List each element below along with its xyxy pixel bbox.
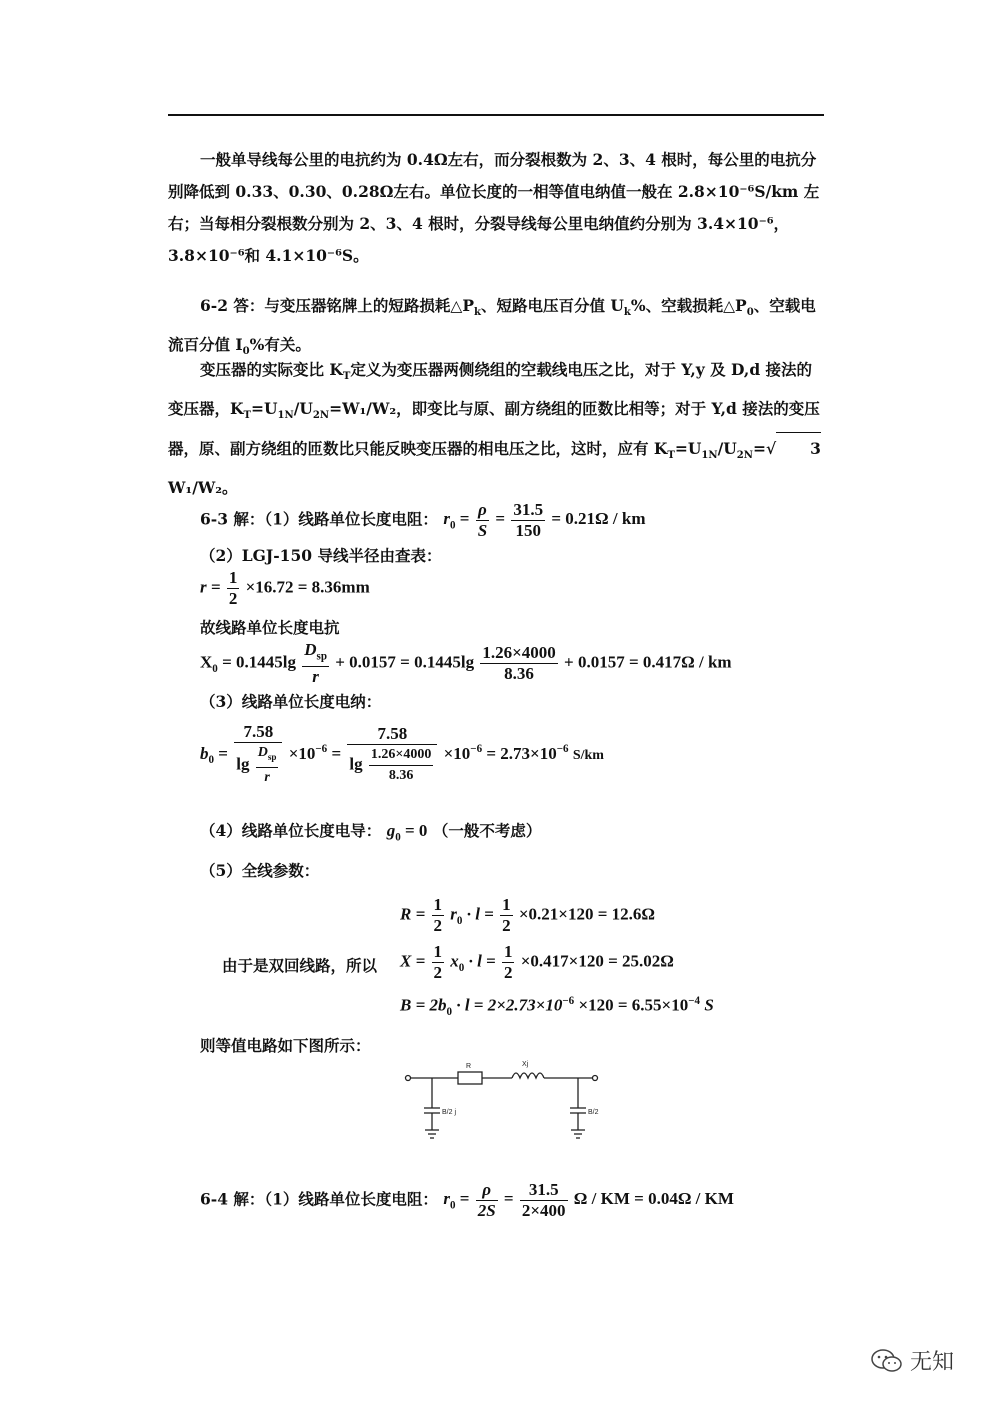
equivalent-circuit-diagram [400, 1058, 610, 1148]
susceptance-equation: $b_0$ = 7.58 lg $\frac{D_{sp}}{r}$ $\times 10^{-6}$ = 7.58 lg $\frac{1.26\times 4000}{8.36}$ $\times 10^{-6} = 2.73\times 10^{-6}$ S/km [200, 722, 604, 785]
answer-6-3-step5: （5）全线参数： [200, 861, 320, 880]
answer-6-3-step4: （4）线路单位长度电导： $g_0 = 0$ （一般不考虑） [200, 821, 542, 844]
label-R: R [466, 1063, 472, 1070]
paragraph-reactance: 一般单导线每公里的电抗约为 0.4Ω左右，而分裂根数为 2、3、4 根时，每公里的电抗分别降低到 0.33、0.30、0.28Ω左右。单位长度的一相等值电纳值一般在 2.8×10⁻⁶S/km 左右；当每相分裂根数分别为 2、3、4 根时，分裂导线每公里电纳值约分别为 3.4×10⁻⁶，3.8×10⁻⁶和 4.1×10⁻⁶S。 [168, 150, 820, 265]
label-B1: B/2 j [442, 1109, 457, 1116]
circuit-caption: 则等值电路如下图所示： [200, 1036, 371, 1055]
radius-equation: r = $\frac{1}{2}$ ×16.72 = 8.36mm [200, 568, 370, 608]
answer-6-2: 6-2 答：与变压器铭牌上的短路损耗$\triangle P_k$、短路电压百分值 $U_k\%$、空载损耗$\triangle P_0$、空载电流百分值 $I_0\%$有关。 [168, 296, 816, 358]
watermark-text: 无知 [910, 1350, 955, 1375]
total-reactance-equation: X = $\frac{1}{2}$ $x_0 \cdot l$ = $\frac{1}{2}$ ×0.417×120 = 25.02Ω [400, 942, 674, 982]
total-resistance-equation: R = $\frac{1}{2}$ $r_0 \cdot l$ = $\frac{1}{2}$ ×0.21×120 = 12.6Ω [400, 895, 656, 935]
answer-6-2-body: 变压器的实际变比 $K_T$定义为变压器两侧绕组的空载线电压之比，对于 Y,y 及 D,d 接法的变压器，$K_T=U_{1N}/U_{2N}=W_1/W_2$，即变比与原、副方绕组的匝数比相等；对于 Y,d 接法的变压器，原、副方绕组的匝数比只能反映变压器的相电压之比，这时，应有 $K_T=U_{1N}/U_{2N}=√$ 3 W₁/W₂。 [168, 360, 821, 498]
label-B2: B/2 [588, 1109, 599, 1116]
label-X: Xj [522, 1061, 529, 1068]
terminal-right [593, 1076, 598, 1081]
double-circuit-note: 由于是双回线路，所以 [222, 956, 378, 975]
resistor-symbol [458, 1072, 482, 1084]
terminal-left [406, 1076, 411, 1081]
inductor-symbol [512, 1073, 544, 1078]
answer-6-3-step3: （3）线路单位长度电纳： [200, 692, 382, 711]
answer-6-4: 6-4 解：（1）线路单位长度电阻： $r_0$ = $\frac{\rho}{2S}$ = $\frac{31.5}{2\times 400}$ Ω / KM = 0.04Ω / KM [200, 1180, 734, 1220]
answer-6-3-step1: 6-3 解：（1）线路单位长度电阻： $r_0$ = $\frac{\rho}{S}$ = $\frac{31.5}{150}$ = 0.21Ω / km [200, 500, 646, 540]
wechat-icon [870, 1348, 904, 1374]
total-susceptance-equation: $B = 2b_0 \cdot l = 2\times 2.73\times 10^{-6} \times 120 = 6.55\times 10^{-4}$ S [400, 995, 714, 1019]
reactance-label: 故线路单位长度电抗 [200, 618, 340, 637]
watermark [870, 1345, 954, 1376]
answer-6-3-step2: （2）LGJ-150 导线半径由查表： [200, 546, 442, 565]
header-rule [168, 114, 824, 116]
reactance-equation: $X_0 = 0.1445\lg$ $\frac{D_{sp}}{r}$ + 0.0157 = 0.1445lg $\frac{1.26\times 4000}{8.36}$ + 0.0157 = 0.417Ω / km [200, 640, 732, 687]
